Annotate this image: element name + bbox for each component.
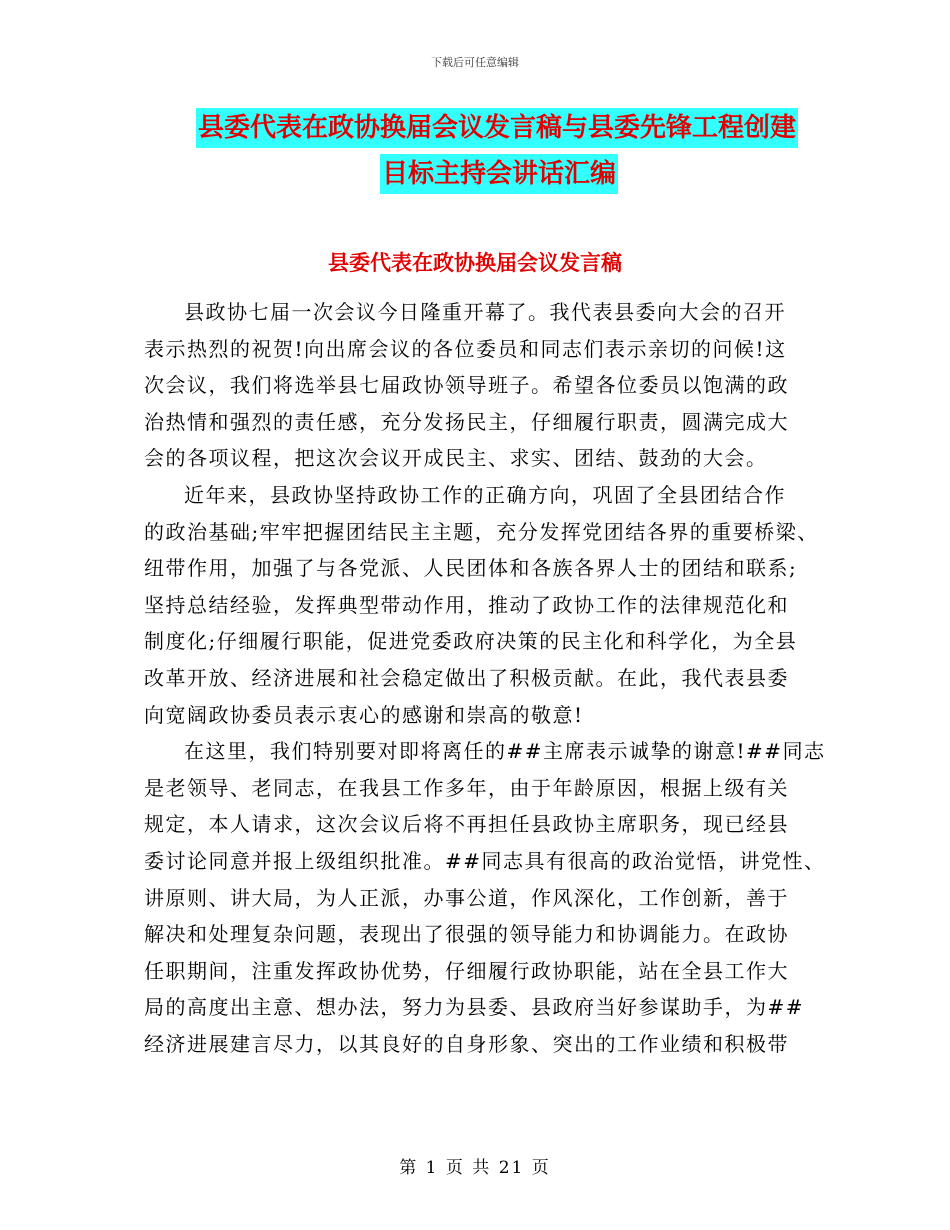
title-line-2: 目标主持会讲话汇编 [380,154,618,194]
paragraph-line: 会的各项议程，把这次会议开成民主、求实、团结、鼓劲的大会。 [144,446,768,471]
paragraph-line: 近年来，县政协坚持政协工作的正确方向，巩固了全县团结合作 [184,482,786,507]
paragraph-line: 改革开放、经济进展和社会稳定做出了积极贡献。在此，我代表县委 [144,665,789,690]
paragraph-line: 表示热烈的祝贺!向出席会议的各位委员和同志们表示亲切的问候!这 [144,336,787,361]
paragraph-line: 是老领导、老同志，在我县工作多年，由于年龄原因，根据上级有关 [144,775,789,800]
paragraph-line: 委讨论同意并报上级组织批准。##同志具有很高的政治觉悟，讲党性、 [144,848,826,873]
page-footer: 第 1 页 共 21 页 [399,1158,551,1178]
title-line-1: 县委代表在政协换届会议发言稿与县委先锋工程创建 [196,108,798,148]
body-text [144,294,824,1062]
paragraph-line: 讲原则、讲大局，为人正派，办事公道，作风深化，工作创新，善于 [144,885,789,910]
paragraph-line: 治热情和强烈的责任感，充分发扬民主，仔细履行职责，圆满完成大 [144,409,789,434]
header-note: 下载后可任意编辑 [431,56,519,69]
paragraph-line: 次会议，我们将选举县七届政协领导班子。希望各位委员以饱满的政 [144,373,789,398]
paragraph-line: 的政治基础;牢牢把握团结民主主题，充分发挥党团结各界的重要桥梁、 [144,519,819,544]
paragraph-line: 县政协七届一次会议今日隆重开幕了。我代表县委向大会的召开 [184,300,786,324]
paragraph-line: 纽带作用，加强了与各党派、人民团体和各族各界人士的团结和联系; [144,556,798,581]
paragraph-line: 解决和处理复杂问题，表现出了很强的领导能力和协调能力。在政协 [144,922,789,947]
paragraph-line: 制度化;仔细履行职能，促进党委政府决策的民主化和科学化，为全县 [144,629,798,654]
paragraph-line: 在这里，我们特别要对即将离任的##主席表示诚挚的谢意!##同志 [184,739,826,764]
paragraph-line: 任职期间，注重发挥政协优势，仔细履行政协职能，站在全县工作大 [144,958,789,983]
paragraph-line: 局的高度出主意、想办法，努力为县委、县政府当好参谋助手，为## [144,995,805,1020]
paragraph-line: 坚持总结经验，发挥典型带动作用，推动了政协工作的法律规范化和 [144,592,789,617]
paragraph-line: 向宽阔政协委员表示衷心的感谢和崇高的敬意! [144,702,584,727]
section-heading: 县委代表在政协换届会议发言稿 [328,251,622,275]
paragraph-line: 规定，本人请求，这次会议后将不再担任县政协主席职务，现已经县 [144,812,789,837]
paragraph-line: 经济进展建言尽力，以其良好的自身形象、突出的工作业绩和积极带 [144,1031,789,1056]
